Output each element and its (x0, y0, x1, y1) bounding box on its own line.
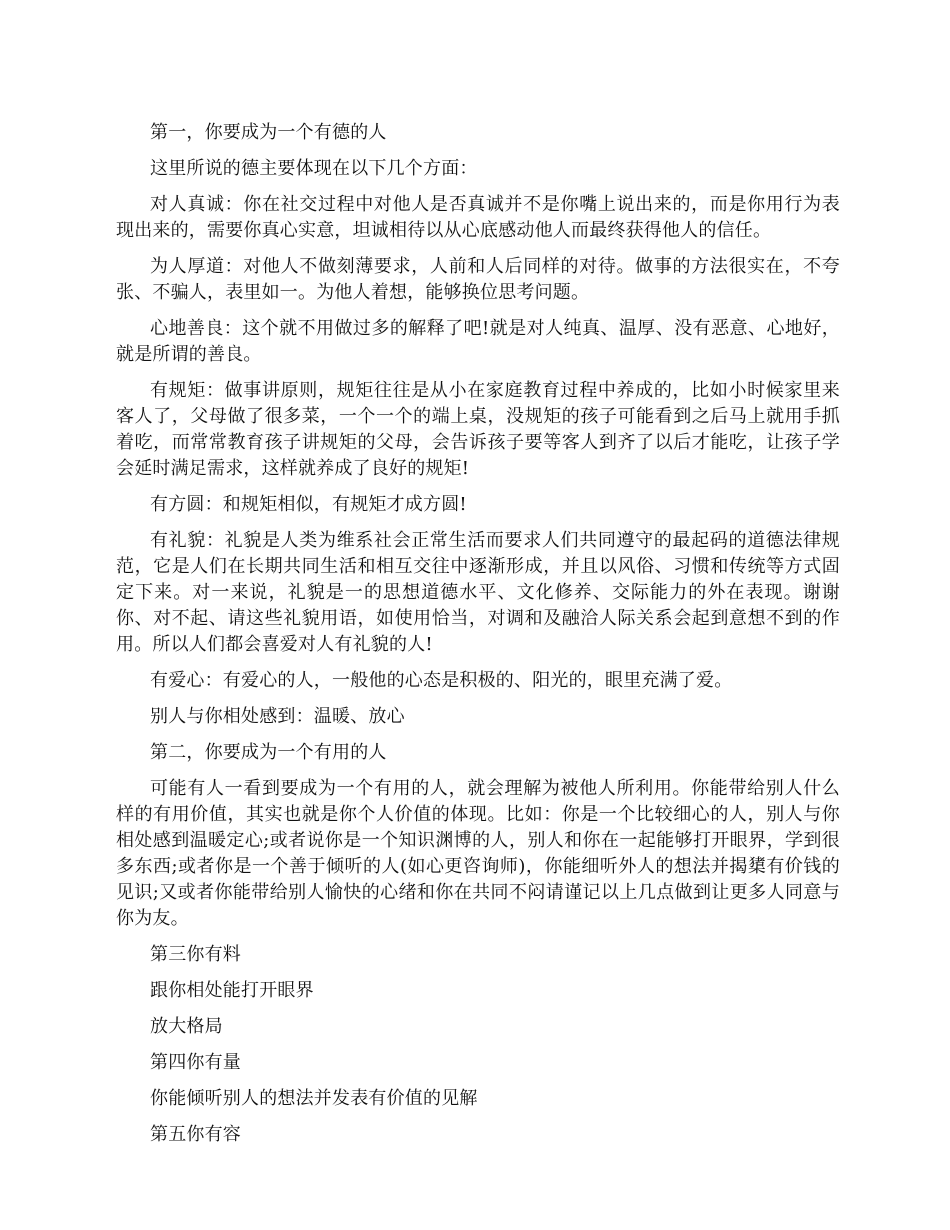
section-heading-4: 第四你有量 (150, 1052, 241, 1073)
paragraph-horizon: 跟你相处能打开眼界 (150, 980, 314, 1001)
section-heading-2: 第二，你要成为一个有用的人 (150, 742, 387, 763)
paragraph-love: 有爱心：有爱心的人，一般他的心态是积极的、阳光的，眼里充满了爱。 (150, 670, 733, 691)
section-heading-3: 第三你有料 (150, 944, 241, 965)
paragraph-square: 有方圆：和规矩相似，有规矩才成方圆! (150, 494, 467, 515)
paragraph-rules: 有规矩：做事讲原则，规矩往往是从小在家庭教育过程中养成的，比如小时候家里来客人了，父母做了很多菜，一个一个的端上桌，没规矩的孩子可能看到之后马上就用手抓着吃，而常常教育孩子讲规矩的父母，会告诉孩子要等客人到齐了以后才能吃，让孩子学会延时满足需求，这样就养成了良好的规矩! (116, 380, 840, 479)
paragraph-sincerity: 对人真诚：你在社交过程中对他人是否真诚并不是你嘴上说出来的，而是你用行为表现出来的，需要你真心实意，坦诚相待以从心底感动他人而最终获得他人的信任。 (116, 194, 840, 241)
section-heading-5: 第五你有容 (150, 1124, 241, 1145)
paragraph-politeness: 有礼貌：礼貌是人类为维系社会正常生活而要求人们共同遵守的最起码的道德法律规范，它是人们在长期共同生活和相互交往中逐渐形成，并且以风俗、习惯和传统等方式固定下来。对一来说，礼貌是一的思想道德水平、文化修养、交际能力的外在表现。谢谢你、对不起、请这些礼貌用语，如使用恰当，对调和及融洽人际关系会起到意想不到的作用。所以人们都会喜爱对人有礼貌的人! (116, 530, 840, 655)
document-body (116, 120, 840, 1158)
paragraph-intro: 这里所说的德主要体现在以下几个方面： (150, 158, 478, 179)
section-heading-1: 第一，你要成为一个有德的人 (150, 122, 387, 143)
paragraph-feeling: 别人与你相处感到：温暖、放心 (150, 706, 405, 727)
paragraph-kindness: 为人厚道：对他人不做刻薄要求，人前和人后同样的对待。做事的方法很实在，不夸张、不骗人，表里如一。为他人着想，能够换位思考问题。 (116, 256, 840, 303)
paragraph-pattern: 放大格局 (150, 1016, 223, 1037)
paragraph-goodheart: 心地善良：这个就不用做过多的解释了吧!就是对人纯真、温厚、没有恶意、心地好，就是所谓的善良。 (116, 318, 840, 365)
paragraph-listen: 你能倾听别人的想法并发表有价值的见解 (150, 1088, 478, 1109)
paragraph-useful: 可能有人一看到要成为一个有用的人，就会理解为被他人所利用。你能带给别人什么样的有用价值，其实也就是你个人价值的体现。比如：你是一个比较细心的人，别人与你相处感到温暖定心;或者说你是一个知识渊博的人，别人和你在一起能够打开眼界，学到很多东西;或者你是一个善于倾听的人(如心更咨询师)，你能细听外人的想法并揭橥有价钱的见识;又或者你能带给别人愉快的心绪和你在共同不闷请谨记以上几点做到让更多人同意与你为友。 (116, 778, 840, 929)
